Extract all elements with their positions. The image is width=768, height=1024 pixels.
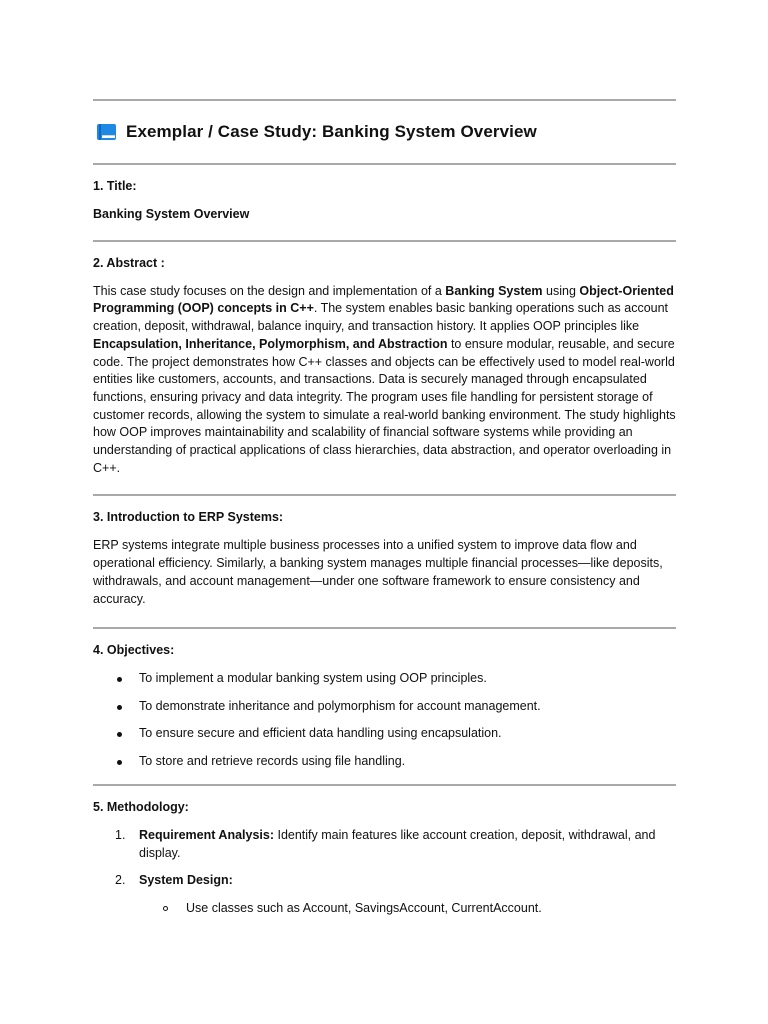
list-item (93, 872, 676, 917)
objectives-list (93, 670, 676, 770)
list-item (93, 698, 676, 716)
section-heading: 5. Methodology: (93, 800, 189, 815)
bullet-icon (117, 677, 122, 682)
list-item-text: To demonstrate inheritance and polymorphism for account management. (139, 698, 541, 713)
section-heading: 4. Objectives: (93, 643, 175, 658)
section-abstract (93, 242, 676, 495)
list-item-text: To ensure secure and efficient data handling using encapsulation. (139, 726, 502, 741)
section-intro (93, 496, 676, 627)
section-heading: 3. Introduction to ERP Systems: (93, 510, 284, 525)
title-value: Banking System Overview (93, 207, 250, 221)
list-item-text: To implement a modular banking system using OOP principles. (139, 671, 487, 686)
abstract-bold: Encapsulation, Inheritance, Polymorphism, and Abstraction (93, 336, 448, 351)
step-label: Requirement Analysis: (139, 828, 274, 843)
section-methodology (93, 786, 676, 941)
document-title (93, 101, 676, 163)
abstract-fragment: . The system enables basic banking operations such as account creation, deposit, withdrawal, balance inquiry, and transaction history. It applies OOP principles like (93, 301, 669, 334)
list-item (93, 670, 676, 688)
title-text: Exemplar / Case Study: Banking System Overview (126, 122, 537, 141)
section-objectives (93, 629, 676, 784)
abstract-text (93, 283, 676, 478)
document-page (93, 99, 676, 941)
list-item (93, 725, 676, 743)
sub-list (139, 900, 676, 918)
section-title (93, 165, 676, 240)
step-text: Identify main features like account creation, deposit, withdrawal, and display. (139, 828, 656, 860)
bullet-icon (117, 732, 122, 737)
section-heading: 2. Abstract : (93, 255, 165, 270)
step-number: 2. (115, 873, 126, 888)
blue-book-icon (96, 123, 118, 141)
abstract-fragment: to ensure modular, reusable, and secure code. The project demonstrates how C++ classes and objects can be effectively used to model real-world entities like customers, accounts, and transactions. Data is securely managed through encapsulated functions, ensuring privacy and data integrity. The program uses file handling for persistent storage of customer records, allowing the system to simulate a real-world banking environment. The study highlights how OOP improves maintainability and scalability of financial software systems while providing an understanding of practical applications of class hierarchies, data abstraction, and operator overloading in C++. (93, 336, 676, 475)
bullet-icon (117, 705, 122, 710)
sub-item-text: Use classes such as Account, SavingsAccount, CurrentAccount. (186, 900, 542, 915)
sub-list-item (139, 900, 676, 918)
section-heading: 1. Title: (93, 179, 137, 193)
hollow-bullet-icon (163, 906, 168, 911)
abstract-fragment: using (542, 283, 580, 298)
step-number: 1. (115, 828, 126, 843)
list-item (93, 753, 676, 771)
step-label: System Design: (139, 873, 233, 888)
intro-text: ERP systems integrate multiple business processes into a unified system to improve data flow and operational efficiency. Similarly, a banking system manages multiple financial processes—like deposits, withdrawals, and account management—under one software framework to ensure consistency and accuracy. (93, 538, 663, 606)
abstract-fragment: This case study focuses on the design and implementation of a (93, 283, 446, 298)
list-item (93, 827, 676, 862)
bullet-icon (117, 760, 122, 765)
abstract-bold: Banking System (445, 283, 543, 298)
methodology-list (93, 827, 676, 917)
abstract-bold: Object-Oriented Programming (OOP) concepts in C++ (93, 283, 674, 316)
list-item-text: To store and retrieve records using file handling. (139, 753, 406, 768)
